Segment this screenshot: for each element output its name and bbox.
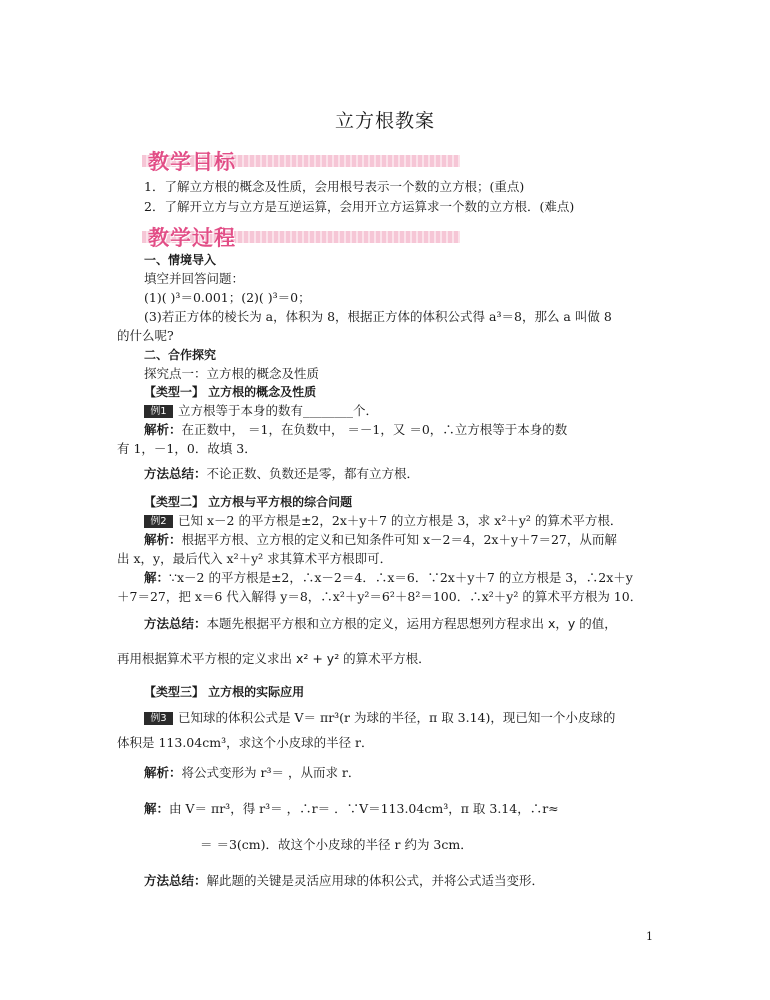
- section-banner-goals: [142, 146, 460, 174]
- analysis-line: [144, 422, 567, 438]
- example-2: [144, 513, 622, 529]
- example-text: 已知 x－2 的平方根是±2，2x＋y＋7 的立方根是 3，求 x²＋y² 的算术平方根．: [178, 513, 623, 528]
- example-text: 体积是 113.04cm³，求这个小皮球的半径 r．: [117, 735, 374, 750]
- analysis-line: 有 1，－1，0．故填 3．: [117, 441, 257, 456]
- example-1: [144, 403, 378, 419]
- summary-label: 方法总结：: [144, 616, 207, 631]
- analysis-label: 解析：: [144, 532, 182, 547]
- solution-line: [144, 801, 559, 817]
- part1-line: (3)若正方体的棱长为 a，体积为 8，根据正方体的体积公式得 a³＝8，那么 a 叫做 8: [144, 309, 612, 324]
- type-heading: 【类型三】 立方根的实际应用: [144, 685, 305, 699]
- section-heading-goals: 教学目标: [148, 150, 236, 174]
- solution-text: 由 V＝ πr³，得 r³＝ ，∴r＝ ．∵V＝113.04cm³，π 取 3.14，∴r≈: [169, 801, 559, 816]
- summary-label: 方法总结：: [144, 466, 207, 481]
- section-banner-process: [142, 222, 460, 250]
- example-badge: 例1: [144, 405, 173, 418]
- summary-line: [144, 873, 544, 889]
- summary-line: [144, 466, 419, 482]
- type-heading: 【类型一】 立方根的概念及性质: [144, 385, 317, 399]
- summary-label: 方法总结：: [144, 873, 207, 888]
- goal-item: 2．了解开立方与立方是互逆运算，会用开立方运算求一个数的立方根．(难点): [144, 199, 575, 214]
- page-number: 1: [646, 930, 653, 943]
- analysis-line: [144, 765, 360, 781]
- example-text: 立方根等于本身的数有________个．: [178, 403, 379, 418]
- example-badge: 例3: [144, 712, 173, 725]
- part1-heading: 一、情境导入: [144, 253, 217, 267]
- analysis-label: 解析：: [144, 765, 182, 780]
- summary-text: 不论正数、负数还是零，都有立方根．: [206, 466, 420, 481]
- solution-label: 解：: [144, 570, 170, 585]
- solution-line: [144, 570, 633, 586]
- summary-line: 再用根据算术平方根的定义求出 x² + y² 的算术平方根．: [117, 651, 431, 666]
- summary-line: [144, 616, 617, 632]
- analysis-text: 在正数中， ＝1，在负数中， ＝－1，又 ＝0，∴立方根等于本身的数: [181, 422, 568, 437]
- part1-line: (1)( )³＝0.001；(2)( )³＝0；: [144, 290, 311, 305]
- example-text: 已知球的体积公式是 V＝ πr³(r 为球的半径，π 取 3.14)，现已知一个小皮球的: [178, 710, 616, 725]
- analysis-text: 根据平方根、立方根的定义和已知条件可知 x－2＝4，2x＋y＋7＝27，从而解: [181, 532, 617, 547]
- analysis-line: [144, 532, 617, 548]
- type-heading: 【类型二】 立方根与平方根的综合问题: [144, 495, 353, 509]
- part1-line: 的什么呢?: [117, 328, 174, 343]
- goal-item: 1．了解立方根的概念及性质，会用根号表示一个数的立方根；(重点): [144, 179, 525, 194]
- part2-heading: 二、合作探究: [144, 348, 217, 362]
- example-3: [144, 710, 615, 726]
- example-badge: 例2: [144, 515, 173, 528]
- summary-text: 本题先根据平方根和立方根的定义，运用方程思想列方程求出 x，y 的值，: [206, 616, 617, 631]
- solution-line: ＝ ＝3(cm)．故这个小皮球的半径 r 约为 3cm．: [200, 837, 473, 852]
- analysis-label: 解析：: [144, 422, 182, 437]
- section-heading-process: 教学过程: [148, 226, 236, 250]
- summary-text: 解此题的关键是灵活应用球的体积公式，并将公式适当变形．: [206, 873, 545, 888]
- solution-line: ＋7＝27，把 x＝6 代入解得 y＝8，∴x²＋y²＝6²＋8²＝100．∴x²＋y² 的算术平方根为 10．: [117, 589, 643, 604]
- analysis-text: 将公式变形为 r³＝ ，从而求 r．: [181, 765, 361, 780]
- analysis-line: 出 x，y，最后代入 x²＋y² 求其算术平方根即可．: [117, 551, 393, 566]
- solution-label: 解：: [144, 801, 170, 816]
- part1-line: 填空并回答问题：: [144, 271, 245, 286]
- solution-text: ∵x－2 的平方根是±2，∴x－2＝4．∴x＝6．∵2x＋y＋7 的立方根是 3，∴2x＋y: [169, 570, 633, 585]
- exploration-point: 探究点一：立方根的概念及性质: [144, 366, 320, 381]
- page-title: 立方根教案: [334, 110, 435, 132]
